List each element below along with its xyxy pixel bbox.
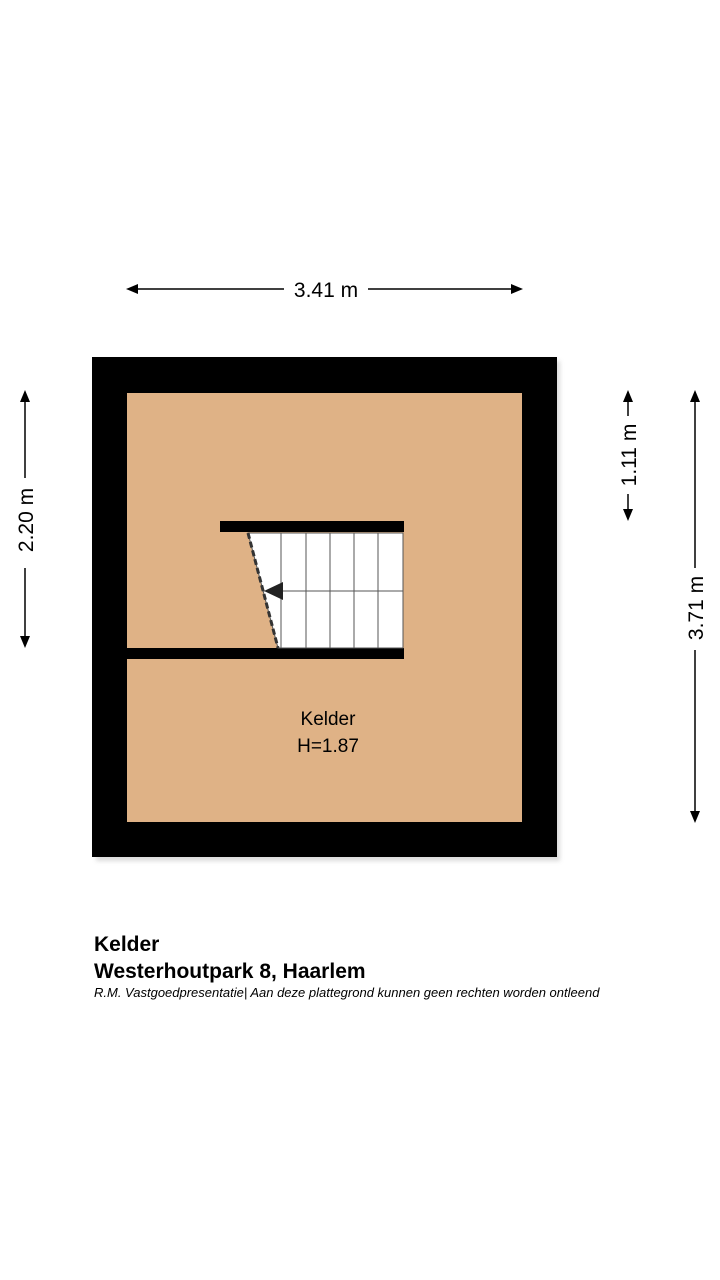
stair-bottom-wall bbox=[127, 648, 404, 659]
dimension-arrow-down-icon bbox=[690, 811, 700, 823]
dimension-arrow-left-icon bbox=[126, 284, 138, 294]
room-name: Kelder bbox=[300, 709, 356, 730]
dimension-width-label: 3.41 m bbox=[293, 279, 359, 302]
stair-top-wall bbox=[220, 521, 404, 532]
address: Westerhoutpark 8, Haarlem bbox=[94, 960, 366, 983]
dimension-arrow-up-icon bbox=[20, 390, 30, 402]
dimension-arrow-up-icon bbox=[690, 390, 700, 402]
floor-title: Kelder bbox=[94, 933, 160, 956]
dimension-arrow-down-icon bbox=[20, 636, 30, 648]
plan-caption bbox=[94, 932, 704, 1001]
dimension-left-label: 2.20 m bbox=[15, 487, 38, 553]
dimension-right-total-label: 3.71 m bbox=[685, 575, 708, 641]
disclaimer: R.M. Vastgoedpresentatie| Aan deze plattegrond kunnen geen rechten worden ontleend bbox=[94, 985, 600, 1000]
dimension-arrow-down-icon bbox=[623, 509, 633, 521]
room-height: H=1.87 bbox=[297, 736, 359, 757]
dimension-right-upper-label: 1.11 m bbox=[618, 423, 641, 487]
dimension-arrow-right-icon bbox=[511, 284, 523, 294]
dimension-arrow-up-icon bbox=[623, 390, 633, 402]
